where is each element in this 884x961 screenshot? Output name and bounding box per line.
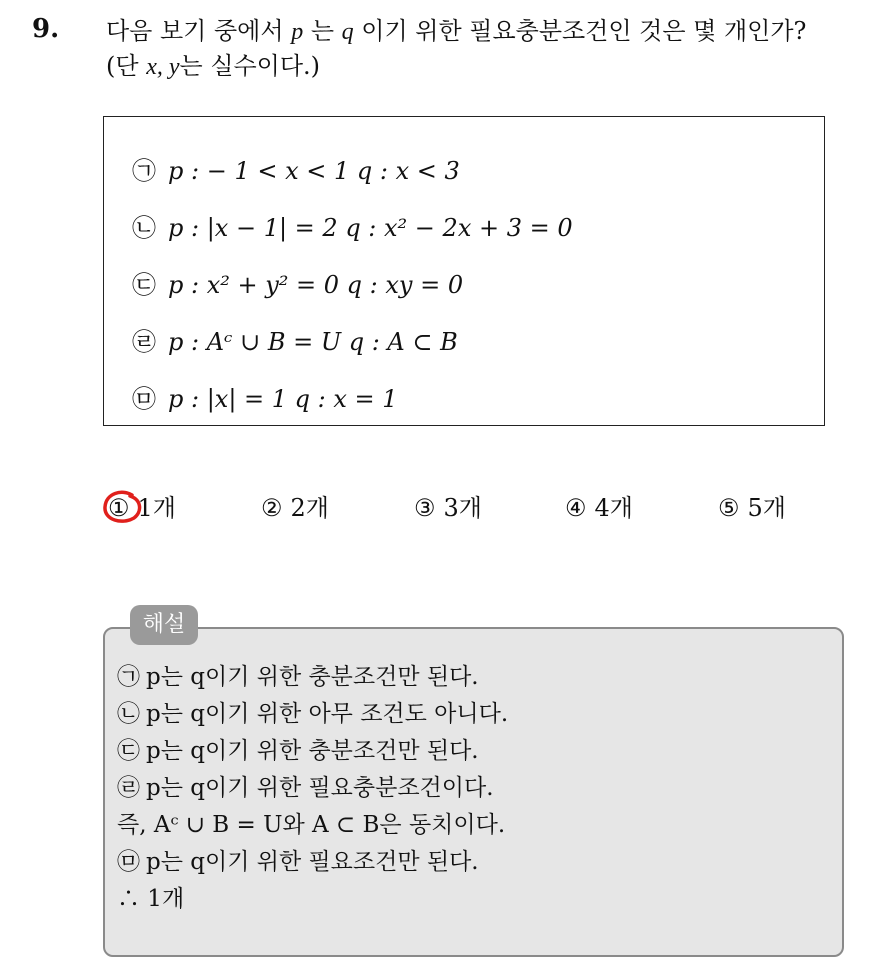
choice-mark: ③	[414, 494, 436, 522]
solution-line	[117, 696, 817, 733]
item-condition: p : − 1 < x < 1 q : x < 3	[168, 157, 460, 185]
choice-label: 5개	[747, 494, 786, 522]
question-text-part: 는	[303, 17, 342, 45]
choice-label: 1개	[137, 494, 176, 522]
solution-line-text: p는 q이기 위한 필요조건만 된다.	[146, 849, 479, 875]
solution-line	[117, 659, 817, 696]
solution-text	[117, 659, 817, 918]
item-mark: ㉣	[132, 328, 156, 356]
solution-line	[117, 807, 817, 844]
question-text-part: (단	[106, 52, 147, 80]
item-condition: p : |x| = 1 q : x = 1	[168, 385, 398, 413]
answer-choices	[108, 488, 828, 528]
choice-mark: ④	[565, 494, 587, 522]
solution-line-text: p는 q이기 위한 충분조건만 된다.	[146, 664, 479, 690]
item-condition: p : |x − 1| = 2 q : x² − 2x + 3 = 0	[168, 214, 573, 242]
example-item	[132, 211, 573, 245]
solution-conclusion	[117, 881, 817, 918]
choice-mark: ①	[108, 494, 130, 522]
example-box	[103, 116, 825, 426]
example-item	[132, 154, 460, 188]
question-text-part: 이기 위한 필요충분조건인 것은 몇 개인가?	[353, 17, 807, 45]
question-number: 9.	[32, 14, 60, 44]
question-text-part: 는 실수이다.)	[179, 52, 321, 80]
choice-label: 2개	[290, 494, 329, 522]
item-mark: ㉠	[132, 157, 156, 185]
choice-label: 4개	[594, 494, 633, 522]
choice-5[interactable]	[718, 488, 786, 528]
question-text	[106, 14, 866, 84]
choice-2[interactable]	[261, 488, 329, 528]
solution-box	[103, 627, 844, 957]
solution-line	[117, 733, 817, 770]
solution-line-text: p는 q이기 위한 필요충분조건이다.	[146, 775, 494, 801]
choice-1[interactable]	[108, 488, 176, 528]
example-item	[132, 268, 463, 302]
example-item	[132, 382, 398, 416]
item-mark: ㉤	[132, 385, 156, 413]
choice-3[interactable]	[414, 488, 482, 528]
question-line-1	[106, 14, 866, 49]
example-item	[132, 325, 458, 359]
solution-mark: ㉣	[117, 775, 140, 801]
solution-line	[117, 844, 817, 881]
solution-tag: 해설	[130, 605, 198, 645]
choice-label: 3개	[443, 494, 482, 522]
solution-mark: ㉡	[117, 701, 140, 727]
choice-4[interactable]	[565, 488, 633, 528]
choice-mark: ⑤	[718, 494, 740, 522]
choice-mark: ②	[261, 494, 283, 522]
item-mark: ㉡	[132, 214, 156, 242]
item-condition: p : x² + y² = 0 q : xy = 0	[168, 271, 464, 299]
item-condition: p : Aᶜ ∪ B = U q : A ⊂ B	[168, 328, 458, 356]
var-q: q	[341, 19, 354, 45]
solution-mark: ㉤	[117, 849, 140, 875]
solution-line-text: p는 q이기 위한 아무 조건도 아니다.	[146, 701, 509, 727]
solution-mark: ㉠	[117, 664, 140, 690]
solution-line	[117, 770, 817, 807]
solution-mark: ㉢	[117, 738, 140, 764]
solution-line-text: ∴ 1개	[117, 886, 185, 912]
solution-line-text: p는 q이기 위한 충분조건만 된다.	[146, 738, 479, 764]
item-mark: ㉢	[132, 271, 156, 299]
solution-line-text: 즉, Aᶜ ∪ B = U와 A ⊂ B은 동치이다.	[117, 812, 506, 838]
question-text-part: 다음 보기 중에서	[106, 17, 292, 45]
question-line-2	[106, 49, 866, 84]
var-p: p	[291, 19, 304, 45]
var-xy: x, y	[146, 54, 180, 80]
